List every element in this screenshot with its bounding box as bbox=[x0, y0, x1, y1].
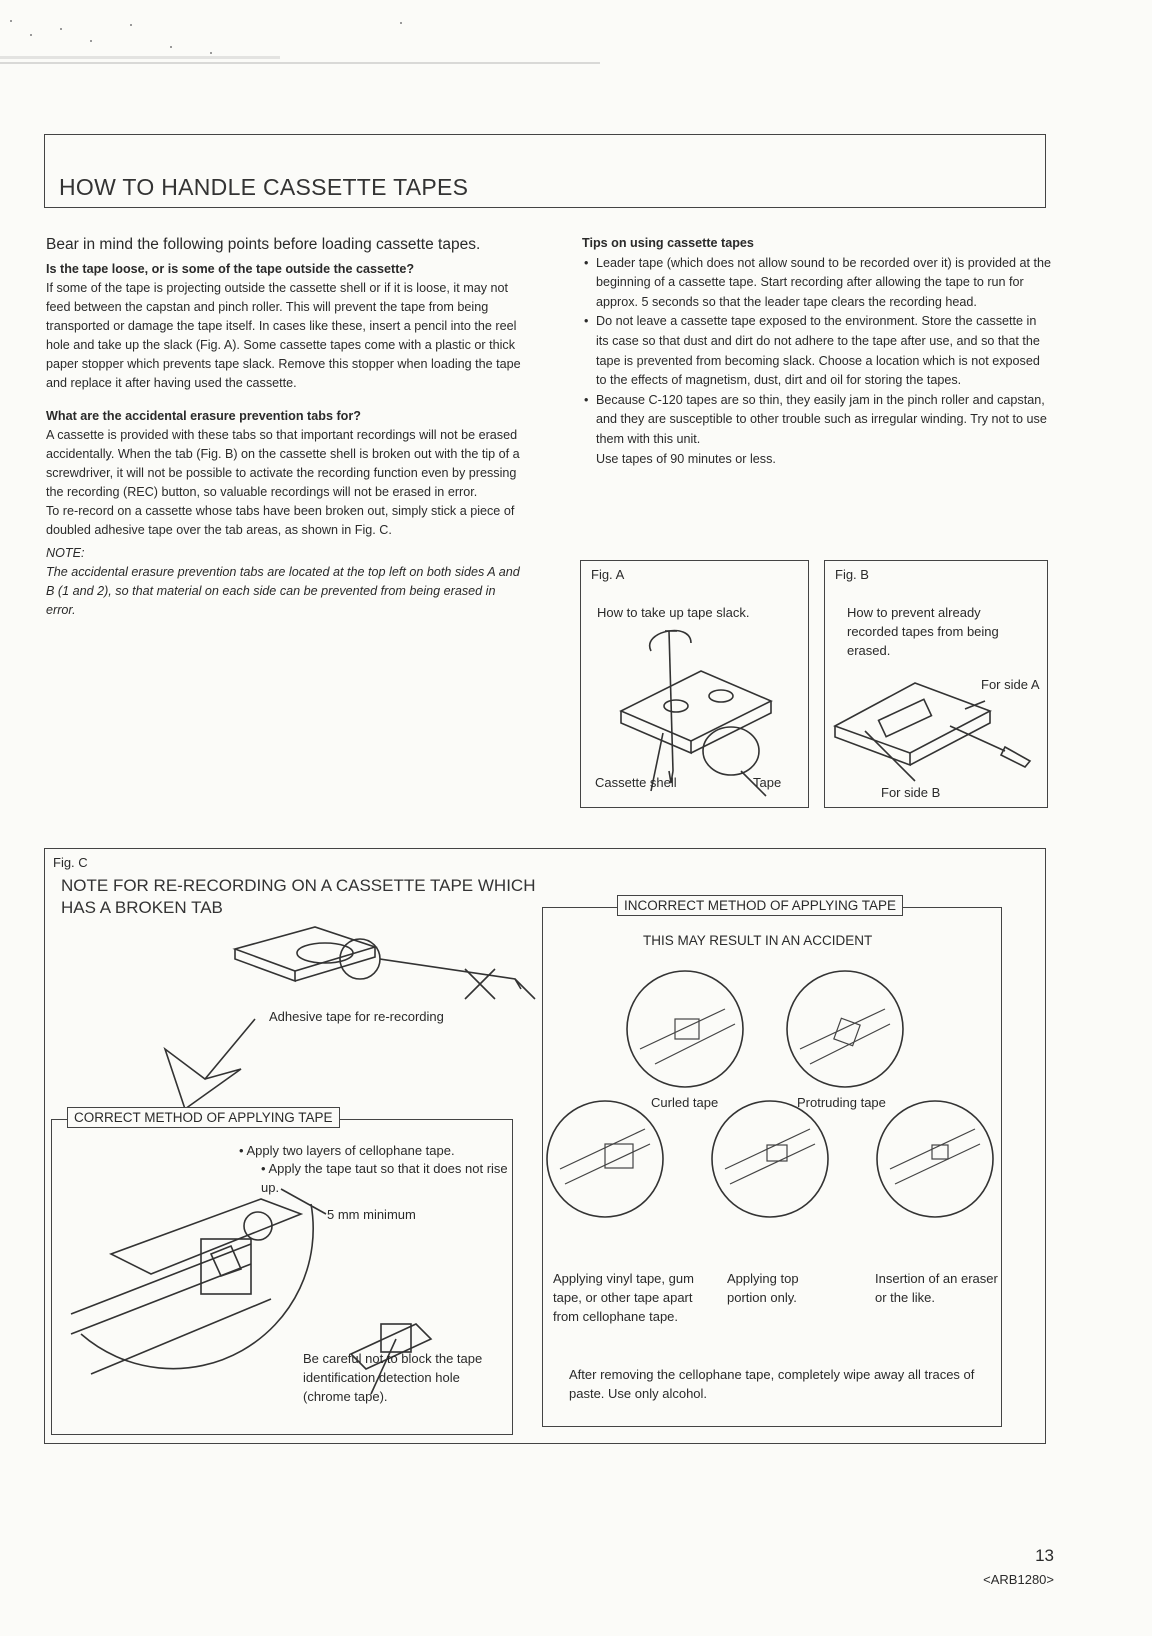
fig-b-box bbox=[824, 560, 1048, 808]
curled-tape-label: Curled tape bbox=[651, 1095, 719, 1110]
left-column bbox=[46, 234, 526, 620]
title-box bbox=[44, 134, 1046, 208]
fig-a-caption: How to take up tape slack. bbox=[597, 605, 750, 620]
list-item: • Leader tape (which does not allow sound to be recorded over it) is provided at the beginning of a cassette tape. Start recording after allowing the tape to run for approx. 5 seconds so that the leader tape clears the recording head. bbox=[582, 254, 1052, 313]
vinyl-tape-label: Applying vinyl tape, gum tape, or other tape apart from cellophane tape. bbox=[553, 1271, 694, 1324]
correct-bullet-2: • Apply the tape taut so that it does not rise up. bbox=[261, 1161, 508, 1195]
lead-paragraph: Bear in mind the following points before loading cassette tapes. bbox=[46, 236, 481, 253]
list-item: • Do not leave a cassette tape exposed to the environment. Store the cassette in its case so that dust and dirt do not adhere to the tape after use, and so that the tape is prevented from becoming slack. Choose a location which is not exposed to the effects of magnetism, dust, dirt and oil for storing the tapes. bbox=[582, 312, 1052, 390]
incorrect-method-heading: INCORRECT METHOD OF APPLYING TAPE bbox=[617, 895, 903, 916]
fig-c-heading: NOTE FOR RE-RECORDING ON A CASSETTE TAPE WHICH HAS A BROKEN TAB bbox=[61, 876, 536, 917]
tabs-body: A cassette is provided with these tabs so that important recordings will not be erased accidentally. When the tab (Fig. B) on the cassette shell is broken out with the tip of a screwdriver, it will not be possible to activate the recording function even by pressing the recording (REC) button, so valuable recordings will not be erased in error. bbox=[46, 428, 520, 499]
careful-note: Be careful not to block the tape identification detection hole (chrome tape). bbox=[303, 1351, 483, 1404]
fig-b-caption: How to prevent already recorded tapes from being erased. bbox=[847, 605, 999, 658]
fig-a-callout-shell: Cassette shell bbox=[595, 775, 677, 790]
cassette-pencil-illustration bbox=[581, 561, 810, 809]
scan-noise-band bbox=[0, 0, 620, 80]
loose-heading: Is the tape loose, or is some of the tape outside the cassette? bbox=[46, 262, 415, 276]
adhesive-label: Adhesive tape for re-recording bbox=[269, 1009, 444, 1024]
page-number: 13 bbox=[1035, 1546, 1054, 1565]
adhesive-cassette-illustration bbox=[45, 849, 585, 1109]
correct-bullet-2-text: Apply the tape taut so that it does not rise up. bbox=[261, 1161, 508, 1195]
loose-body: If some of the tape is projecting outside the cassette shell or if it is loose, it may not feed between the capstan and pinch roller. This will prevent the tape from being transported or damage the tape itself. In cases like these, insert a pencil into the reel hole and take up the slack (Fig. A). Some cassette tapes come with a plastic or thick paper stopper which prevents tape slack. Remove this stopper when loading the tape and replace it after having used the cassette. bbox=[46, 281, 521, 390]
right-column bbox=[582, 234, 1052, 469]
incorrect-footer: After removing the cellophane tape, completely wipe away all traces of paste. Use only alcohol. bbox=[569, 1367, 975, 1401]
fig-b-label: Fig. B bbox=[835, 567, 869, 582]
doc-code: <ARB1280> bbox=[983, 1572, 1054, 1587]
tabs-heading: What are the accidental erasure prevention tabs for? bbox=[46, 409, 361, 423]
page-title: HOW TO HANDLE CASSETTE TAPES bbox=[59, 174, 469, 200]
correct-bullet-1: • Apply two layers of cellophane tape. bbox=[239, 1143, 455, 1158]
fig-a-callout-tape: Tape bbox=[753, 775, 782, 790]
note-body: The accidental erasure prevention tabs are located at the top left on both sides A and B (1 and 2), so that material on each side can be prevented from being erased in error. bbox=[46, 565, 520, 617]
fig-a-label: Fig. A bbox=[591, 567, 625, 582]
fig-b-callout-side-b: For side B bbox=[881, 785, 941, 800]
tips-footer: Use tapes of 90 minutes or less. bbox=[596, 451, 776, 466]
fig-b-callout-side-a: For side A bbox=[981, 677, 1040, 692]
min-length-label: 5 mm minimum bbox=[327, 1207, 416, 1222]
fig-a-box bbox=[580, 560, 809, 808]
top-only-label: Applying top portion only. bbox=[727, 1271, 799, 1305]
correct-bullet-1-text: Apply two layers of cellophane tape. bbox=[246, 1143, 455, 1158]
rerecord-body: To re-record on a cassette whose tabs have been broken out, simply stick a piece of doubled adhesive tape over the tab areas, as shown in Fig. C. bbox=[46, 504, 515, 537]
correct-method-heading: CORRECT METHOD OF APPLYING TAPE bbox=[67, 1107, 340, 1128]
fig-c-label: Fig. C bbox=[53, 855, 88, 870]
tips-list bbox=[582, 254, 1052, 450]
incorrect-examples-illustrations bbox=[545, 949, 1005, 1249]
tips-heading: Tips on using cassette tapes bbox=[582, 236, 754, 250]
incorrect-warning: THIS MAY RESULT IN AN ACCIDENT bbox=[643, 933, 873, 948]
protruding-tape-label: Protruding tape bbox=[797, 1095, 886, 1110]
note-heading: NOTE: bbox=[46, 546, 85, 560]
eraser-label: Insertion of an eraser or the like. bbox=[875, 1271, 998, 1305]
list-item: • Because C-120 tapes are so thin, they easily jam in the pinch roller and capstan, and they are susceptible to other trouble such as irregular winding. Try not to use them with this unit. bbox=[582, 391, 1052, 450]
fig-c-box bbox=[44, 848, 1046, 1444]
